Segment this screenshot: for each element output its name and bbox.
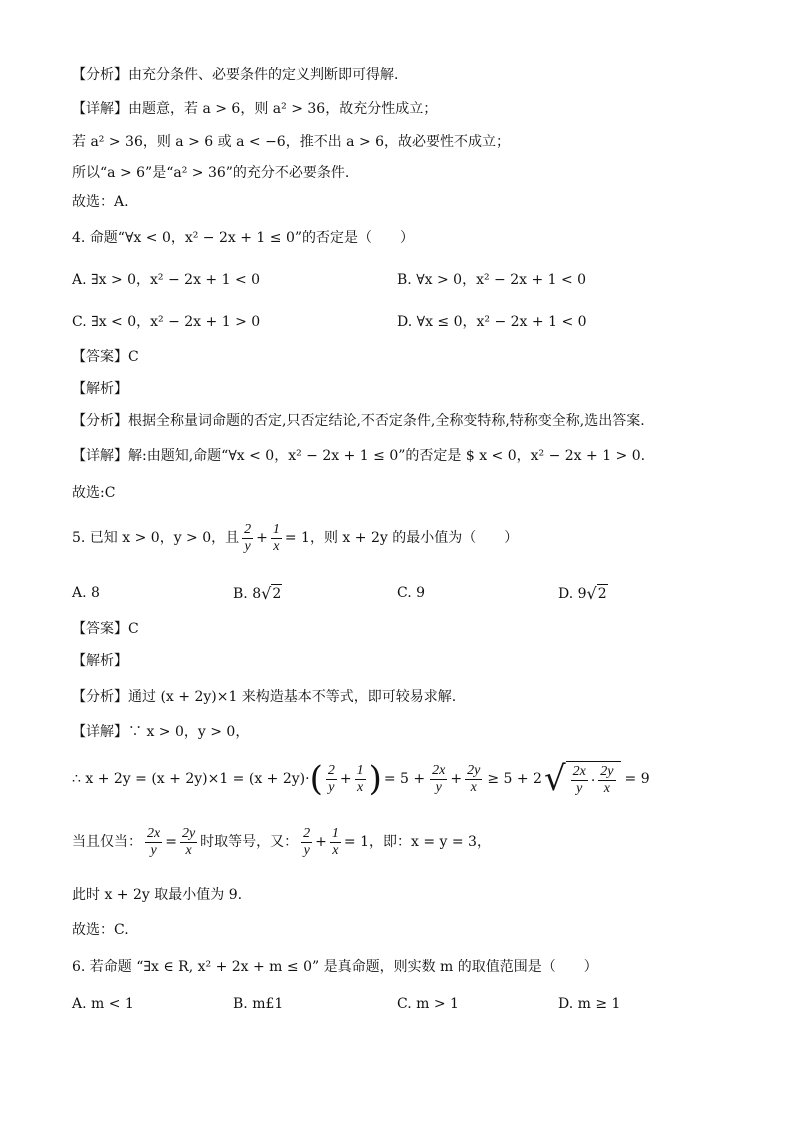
sqrt-2: √ 2 xyxy=(586,583,607,603)
q6-option-b: B. m£1 xyxy=(233,996,284,1012)
q6-option-a: A. m < 1 xyxy=(72,996,134,1012)
fraction-2-over-y: $\frac{2}{y}$ xyxy=(244,521,252,554)
q6-option-c: C. m > 1 xyxy=(397,996,459,1012)
q5-answer: 【答案】C xyxy=(72,621,139,637)
detail-line: 【详解】由题意，若 a > 6，则 a² > 36，故充分性成立； xyxy=(72,101,438,117)
q5-option-b: B. 8 √ 2 xyxy=(233,583,282,603)
question-4: 4. 命题“∀x < 0，x² − 2x + 1 ≤ 0”的否定是（ ） xyxy=(72,230,415,246)
fraction-1-over-x: $\frac{1}{x}$ xyxy=(272,521,280,554)
fraction-1-over-x: $\frac{1}{x}$ xyxy=(356,762,364,795)
q4-detail: 【详解】解:由题知,命题“∀x < 0，x² − 2x + 1 ≤ 0”的否定是 $ x < 0，x² − 2x + 1 > 0. xyxy=(72,448,646,464)
q6-option-d: D. m ≥ 1 xyxy=(558,996,621,1012)
q5-eq-one: = 1 xyxy=(284,530,310,546)
choice-line: 故选：A. xyxy=(72,194,129,210)
question-6: 6. 若命题 “∃x ∈ R, x² + 2x + m ≤ 0” 是真命题，则实数 m 的取值范围是（ ） xyxy=(72,959,598,975)
q4-choice: 故选:C xyxy=(72,485,116,501)
square-root: √ $\frac{2x}{y}$ · $\frac{2y}{x}$ xyxy=(544,761,621,797)
detail-line-3: 所以“a > 6”是“a² > 36”的充分不必要条件. xyxy=(72,165,350,181)
q4-option-a: A. ∃x > 0，x² − 2x + 1 < 0 xyxy=(72,272,261,288)
q5-option-c: C. 9 xyxy=(397,585,426,601)
fraction-2-over-y: $\frac{2}{y}$ xyxy=(327,762,335,795)
question-5: 5. 已知 x > 0，y > 0，且 $\frac{2}{y}$ + $\frac{1}{x}$ = 1 ，则 x + 2y 的最小值为（ ） xyxy=(72,520,518,556)
q4-analysis: 【分析】根据全称量词命题的否定,只否定结论,不否定条件,全称变特称,特称变全称,选出答案. xyxy=(72,413,645,429)
fraction-2y-over-x: $\frac{2y}{x}$ xyxy=(467,762,481,795)
q5-option-a: A. 8 xyxy=(72,585,100,601)
analysis-line: 【分析】由充分条件、必要条件的定义判断即可得解. xyxy=(72,67,399,83)
q5-equation: ∴ x + 2y = (x + 2y)×1 = (x + 2y)· ( $\frac{2}{y}$ + $\frac{1}{x}$ ) = 5 + $\frac{2x}{y}$ + $\frac{2y}{x}$ ≥ 5 + 2 √ $\frac{2x}{y}$ · $\frac{2y}{x}$ = 9 xyxy=(72,759,650,799)
q5-explanation-heading: 【解析】 xyxy=(72,653,128,669)
q5-option-d: D. 9 √ 2 xyxy=(558,583,607,603)
q5-stem-end: ，则 x + 2y 的最小值为（ ） xyxy=(309,530,519,546)
fraction-2x-over-y: $\frac{2x}{y}$ xyxy=(432,762,446,795)
q4-explanation-heading: 【解析】 xyxy=(72,381,128,397)
q4-option-c: C. ∃x < 0，x² − 2x + 1 > 0 xyxy=(72,314,261,330)
q5-equality-condition: 当且仅当： $\frac{2x}{y}$ = $\frac{2y}{x}$ 时取等号，又： $\frac{2}{y}$ + $\frac{1}{x}$ = 1，即：x = y = 3， xyxy=(72,825,491,858)
sqrt-2: √ 2 xyxy=(261,583,282,603)
q4-option-b: B. ∀x > 0，x² − 2x + 1 < 0 xyxy=(397,272,587,288)
q4-option-d: D. ∀x ≤ 0，x² − 2x + 1 < 0 xyxy=(397,314,587,330)
q5-choice: 故选：C. xyxy=(72,922,129,938)
q5-stem-start: 5. 已知 x > 0，y > 0，且 xyxy=(72,530,240,546)
q5-analysis: 【分析】通过 (x + 2y)×1 来构造基本不等式，即可较易求解. xyxy=(72,689,457,705)
q5-minimum: 此时 x + 2y 取最小值为 9. xyxy=(72,887,243,903)
detail-line-2: 若 a² > 36，则 a > 6 或 a < −6，推不出 a > 6，故必要性不成立； xyxy=(72,134,511,150)
q4-answer: 【答案】C xyxy=(72,349,139,365)
q5-detail: 【详解】∵ x > 0，y > 0， xyxy=(72,724,250,740)
